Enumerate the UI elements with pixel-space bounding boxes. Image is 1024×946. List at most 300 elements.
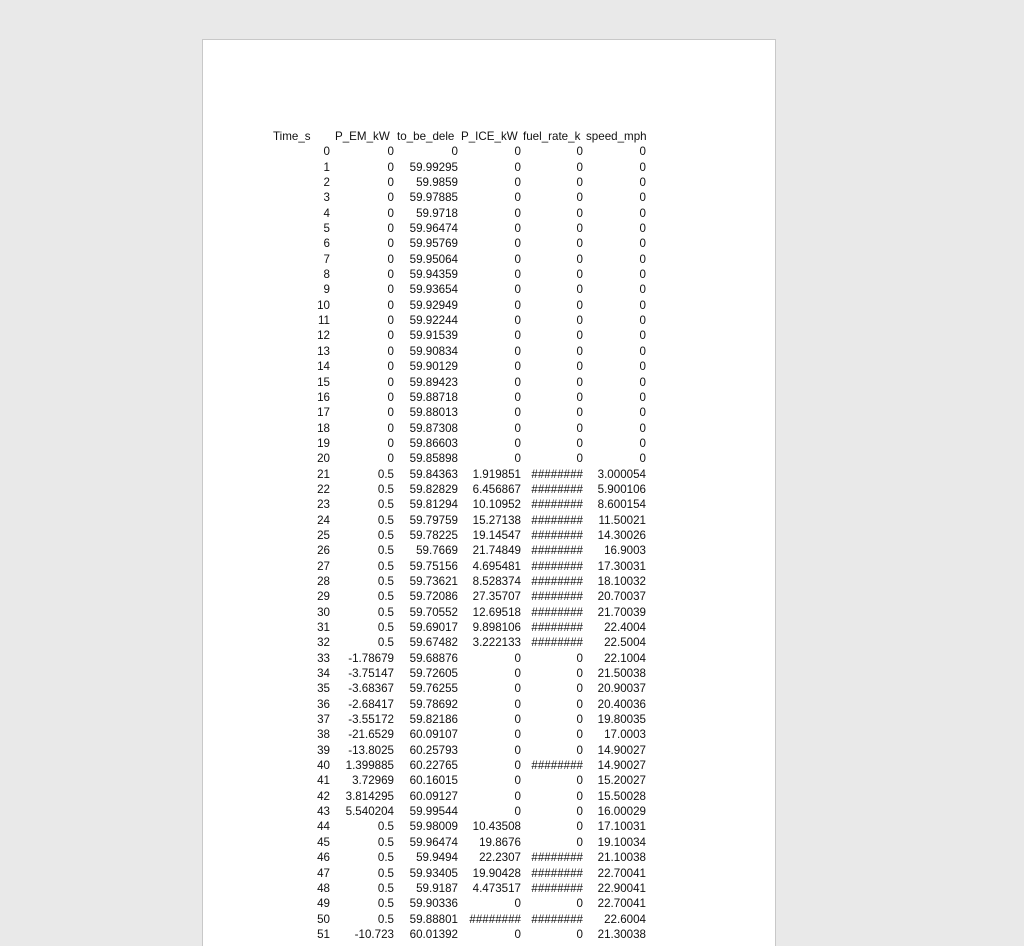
- table-cell: 0: [576, 436, 583, 450]
- table-cell: 0: [639, 329, 646, 343]
- table-cell: 59.70552: [409, 605, 458, 619]
- table-cell: 0: [387, 191, 394, 205]
- table-row: [270, 313, 648, 328]
- table-cell: 0: [576, 805, 583, 819]
- table-cell: 15: [317, 375, 330, 389]
- table-cell: 0: [514, 743, 521, 757]
- table-cell: 0: [576, 651, 583, 665]
- table-cell: 0: [576, 160, 583, 174]
- table-row: [270, 328, 648, 343]
- table-cell: 40: [317, 759, 330, 773]
- table-cell: -3.75147: [348, 667, 394, 681]
- table-cell: 48: [317, 881, 330, 895]
- table-cell: ########: [469, 912, 521, 926]
- table-cell: 0: [639, 191, 646, 205]
- table-cell: 3.814295: [345, 789, 394, 803]
- table-cell: 47: [317, 866, 330, 880]
- table-cell: 27.35707: [472, 590, 521, 604]
- table-row: [270, 651, 648, 666]
- table-row: [270, 359, 648, 374]
- table-cell: 21: [317, 467, 330, 481]
- table-row: [270, 635, 648, 650]
- table-cell: 0: [576, 145, 583, 159]
- table-cell: 59.76255: [409, 682, 458, 696]
- table-row: [270, 144, 648, 159]
- table-cell: 44: [317, 820, 330, 834]
- table-cell: 0: [387, 375, 394, 389]
- table-cell: 59.87308: [409, 421, 458, 435]
- table-cell: 17.0003: [604, 728, 646, 742]
- table-cell: 0: [514, 375, 521, 389]
- table-cell: 60.01392: [409, 927, 458, 941]
- table-cell: 0: [451, 145, 458, 159]
- table-cell: 20.40036: [597, 697, 646, 711]
- table-cell: 39: [317, 743, 330, 757]
- table-cell: ########: [531, 513, 583, 527]
- table-cell: 0: [514, 897, 521, 911]
- table-cell: 19.14547: [472, 528, 521, 542]
- table-cell: 59.81294: [409, 498, 458, 512]
- table-cell: 0: [576, 329, 583, 343]
- column-header-time-s: Time_s: [273, 130, 311, 143]
- table-cell: 22.90041: [597, 881, 646, 895]
- table-cell: 0: [387, 222, 394, 236]
- table-cell: 0: [576, 421, 583, 435]
- table-row: [270, 513, 648, 528]
- table-cell: 18.10032: [597, 574, 646, 588]
- table-cell: 6.456867: [472, 482, 521, 496]
- table-row: [270, 743, 648, 758]
- table-cell: 0: [514, 651, 521, 665]
- table-cell: 22.4004: [604, 621, 646, 634]
- table-cell: 31: [317, 621, 330, 634]
- table-cell: 59.86603: [409, 436, 458, 450]
- table-cell: 0: [387, 344, 394, 358]
- table-cell: 0.5: [377, 621, 394, 634]
- table-cell: 34: [317, 667, 330, 681]
- table-cell: 3.222133: [472, 636, 521, 650]
- table-cell: -2.68417: [348, 697, 394, 711]
- table-row: [270, 773, 648, 788]
- table-cell: 0: [639, 283, 646, 297]
- table-cell: 0: [514, 774, 521, 788]
- table-cell: 10.10952: [472, 498, 521, 512]
- table-body: [270, 144, 648, 942]
- table-cell: 9: [323, 283, 330, 297]
- table-cell: 0: [576, 667, 583, 681]
- table-cell: 59.67482: [409, 636, 458, 650]
- table-row: [270, 190, 648, 205]
- column-header-fuel-rate: fuel_rate_k: [523, 130, 581, 143]
- table-cell: 0: [514, 713, 521, 727]
- table-cell: 24: [317, 513, 330, 527]
- table-cell: 15.27138: [472, 513, 521, 527]
- table-cell: 9.898106: [472, 621, 521, 634]
- table-row: [270, 160, 648, 175]
- table-cell: 59.72086: [409, 590, 458, 604]
- table-cell: 0.5: [377, 528, 394, 542]
- table-cell: ########: [531, 498, 583, 512]
- table-cell: 0: [639, 360, 646, 374]
- table-row: [270, 528, 648, 543]
- table-cell: 14.90027: [597, 743, 646, 757]
- table-cell: 0.5: [377, 897, 394, 911]
- table-cell: 59.90336: [409, 897, 458, 911]
- table-row: [270, 912, 648, 927]
- table-cell: 38: [317, 728, 330, 742]
- table-cell: 59.98009: [409, 820, 458, 834]
- table-cell: 0: [514, 759, 521, 773]
- table-cell: 0.5: [377, 544, 394, 558]
- table-cell: 0: [576, 713, 583, 727]
- table-cell: 0: [387, 176, 394, 190]
- table-cell: 14.30026: [597, 528, 646, 542]
- table-cell: 35: [317, 682, 330, 696]
- table-cell: 32: [317, 636, 330, 650]
- table-cell: 0: [576, 360, 583, 374]
- table-cell: 0: [639, 390, 646, 404]
- table-cell: 59.95064: [409, 252, 458, 266]
- table-cell: 17.30031: [597, 559, 646, 573]
- table-row: [270, 467, 648, 482]
- table-cell: 0: [576, 697, 583, 711]
- table-cell: 0: [639, 252, 646, 266]
- table-row: [270, 589, 648, 604]
- table-cell: ########: [531, 559, 583, 573]
- table-cell: 15.20027: [597, 774, 646, 788]
- table-cell: 46: [317, 851, 330, 865]
- table-row: [270, 850, 648, 865]
- table-cell: 8: [323, 268, 330, 282]
- table-cell: 0: [387, 360, 394, 374]
- table-cell: 14: [317, 360, 330, 374]
- table-cell: 3.72969: [352, 774, 394, 788]
- table-cell: 19.80035: [597, 713, 646, 727]
- table-cell: 0: [576, 452, 583, 466]
- table-cell: ########: [531, 528, 583, 542]
- table-cell: 0.5: [377, 835, 394, 849]
- table-cell: 0.5: [377, 605, 394, 619]
- table-cell: 0: [639, 421, 646, 435]
- table-cell: ########: [531, 544, 583, 558]
- table-cell: 18: [317, 421, 330, 435]
- table-cell: 59.90834: [409, 344, 458, 358]
- table-cell: 0.5: [377, 912, 394, 926]
- table-cell: 0: [387, 252, 394, 266]
- table-cell: 0: [639, 375, 646, 389]
- table-cell: 0: [514, 436, 521, 450]
- table-cell: 21.70039: [597, 605, 646, 619]
- table-cell: 59.89423: [409, 375, 458, 389]
- table-cell: 0.5: [377, 636, 394, 650]
- table-cell: 0: [514, 191, 521, 205]
- table-row: [270, 574, 648, 589]
- table-cell: 0: [576, 774, 583, 788]
- table-cell: 59.93405: [409, 866, 458, 880]
- table-cell: 0: [514, 805, 521, 819]
- table-cell: 21.74849: [472, 544, 521, 558]
- table-cell: 0: [514, 927, 521, 941]
- table-cell: 6: [323, 237, 330, 251]
- table-cell: 22.6004: [604, 912, 646, 926]
- table-cell: 0: [576, 927, 583, 941]
- table-cell: 0: [514, 697, 521, 711]
- table-cell: ########: [531, 574, 583, 588]
- table-cell: 15.50028: [597, 789, 646, 803]
- table-cell: 10: [317, 298, 330, 312]
- table-row: [270, 267, 648, 282]
- table-cell: 0: [514, 252, 521, 266]
- table-row: [270, 344, 648, 359]
- table-cell: 11.50021: [598, 513, 646, 527]
- table-row: [270, 175, 648, 190]
- table-cell: 19.90428: [472, 866, 521, 880]
- column-header-to-be-dele: to_be_dele: [397, 130, 455, 143]
- table-cell: 59.99295: [409, 160, 458, 174]
- table-cell: 5.540204: [345, 805, 394, 819]
- table-cell: -3.68367: [348, 682, 394, 696]
- table-cell: 0: [514, 452, 521, 466]
- table-cell: -13.8025: [348, 743, 394, 757]
- table-cell: 0: [514, 268, 521, 282]
- table-cell: 0: [387, 145, 394, 159]
- table-cell: 0: [387, 160, 394, 174]
- table-header: [270, 129, 648, 144]
- table-cell: 59.85898: [409, 452, 458, 466]
- table-cell: 0: [514, 329, 521, 343]
- table-cell: 0: [576, 283, 583, 297]
- table-row: [270, 758, 648, 773]
- table-row: [270, 298, 648, 313]
- table-cell: ########: [531, 482, 583, 496]
- table-cell: 0: [514, 406, 521, 420]
- table-cell: 8.600154: [597, 498, 646, 512]
- table-cell: 26: [317, 544, 330, 558]
- table-cell: 59.9718: [416, 206, 458, 220]
- table-cell: 0.5: [377, 498, 394, 512]
- table-row: [270, 236, 648, 251]
- table-cell: 59.78225: [409, 528, 458, 542]
- table-cell: 1: [323, 160, 330, 174]
- table-row: [270, 666, 648, 681]
- table-cell: -1.78679: [348, 651, 394, 665]
- table-cell: ########: [531, 759, 583, 773]
- table-cell: 59.91539: [409, 329, 458, 343]
- table-cell: 0: [576, 298, 583, 312]
- table-cell: 5: [323, 222, 330, 236]
- column-header-p-ice-kw: P_ICE_kW: [461, 130, 518, 143]
- table-row: [270, 605, 648, 620]
- table-cell: 60.22765: [409, 759, 458, 773]
- table-row: [270, 712, 648, 727]
- table-cell: 20.70037: [597, 590, 646, 604]
- table-row: [270, 697, 648, 712]
- table-cell: 59.94359: [409, 268, 458, 282]
- table-cell: 60.16015: [409, 774, 458, 788]
- table-cell: 11: [317, 314, 330, 328]
- table-cell: 0.5: [377, 559, 394, 573]
- table-cell: 0: [639, 298, 646, 312]
- table-row: [270, 405, 648, 420]
- table-cell: 59.79759: [409, 513, 458, 527]
- table-cell: 0: [576, 375, 583, 389]
- table-cell: 0: [576, 835, 583, 849]
- table-cell: 59.9494: [416, 851, 458, 865]
- table-cell: ########: [531, 467, 583, 481]
- table-cell: 0: [639, 206, 646, 220]
- table-cell: 22: [317, 482, 330, 496]
- table-cell: 0.5: [377, 851, 394, 865]
- table-row: [270, 390, 648, 405]
- table-cell: 0: [514, 728, 521, 742]
- table-cell: 59.75156: [409, 559, 458, 573]
- table-cell: ########: [531, 912, 583, 926]
- table-cell: 0: [576, 743, 583, 757]
- table-cell: 0.5: [377, 590, 394, 604]
- table-row: [270, 559, 648, 574]
- table-cell: 20.90037: [597, 682, 646, 696]
- table-cell: 30: [317, 605, 330, 619]
- table-cell: 4.473517: [472, 881, 521, 895]
- table-cell: 20: [317, 452, 330, 466]
- table-cell: 22.70041: [597, 866, 646, 880]
- table-cell: 21.10038: [597, 851, 646, 865]
- table-row: [270, 252, 648, 267]
- table-row: [270, 497, 648, 512]
- table-cell: 0: [387, 390, 394, 404]
- table-row: [270, 789, 648, 804]
- table-cell: 3.000054: [597, 467, 646, 481]
- table-cell: 60.09127: [409, 789, 458, 803]
- table-cell: 0: [323, 145, 330, 159]
- table-cell: 59.96474: [409, 835, 458, 849]
- table-cell: 45: [317, 835, 330, 849]
- table-cell: 21.50038: [597, 667, 646, 681]
- table-row: [270, 927, 648, 942]
- table-cell: 0: [576, 191, 583, 205]
- table-cell: 22.2307: [479, 851, 521, 865]
- table-cell: -21.6529: [348, 728, 394, 742]
- table-cell: 0: [387, 436, 394, 450]
- column-header-speed-mph: speed_mph: [586, 130, 647, 143]
- table-row: [270, 543, 648, 558]
- table-cell: 17.10031: [597, 820, 646, 834]
- table-cell: 0: [639, 406, 646, 420]
- table-cell: ########: [531, 636, 583, 650]
- table-cell: 36: [317, 697, 330, 711]
- table-cell: 16: [317, 390, 330, 404]
- table-cell: 0: [514, 160, 521, 174]
- table-cell: 0: [576, 237, 583, 251]
- table-cell: 0: [514, 421, 521, 435]
- table-cell: 0.5: [377, 482, 394, 496]
- table-cell: 41: [317, 774, 330, 788]
- table-cell: 1.399885: [345, 759, 394, 773]
- table-cell: 12: [317, 329, 330, 343]
- table-cell: 60.09107: [409, 728, 458, 742]
- table-cell: 1.919851: [472, 467, 521, 481]
- table-cell: 8.528374: [472, 574, 521, 588]
- table-cell: 59.82186: [409, 713, 458, 727]
- table-cell: 0.5: [377, 820, 394, 834]
- table-cell: 0: [576, 789, 583, 803]
- table-cell: 7: [323, 252, 330, 266]
- table-cell: 0: [514, 176, 521, 190]
- table-cell: 0: [387, 237, 394, 251]
- table-cell: 16.00029: [597, 805, 646, 819]
- table-cell: 16.9003: [604, 544, 646, 558]
- table-cell: 0: [387, 206, 394, 220]
- table-cell: 50: [317, 912, 330, 926]
- table-cell: 0: [387, 452, 394, 466]
- table-cell: 0: [514, 314, 521, 328]
- table-cell: 0: [514, 298, 521, 312]
- table-cell: 0.5: [377, 881, 394, 895]
- table-cell: 14.90027: [597, 759, 646, 773]
- table-cell: 37: [317, 713, 330, 727]
- table-cell: 19: [317, 436, 330, 450]
- table-cell: 33: [317, 651, 330, 665]
- table-row: [270, 727, 648, 742]
- table-cell: 4: [323, 206, 330, 220]
- table-cell: 0: [639, 344, 646, 358]
- table-cell: 0: [576, 252, 583, 266]
- table-cell: 59.7669: [416, 544, 458, 558]
- table-cell: 0: [387, 283, 394, 297]
- table-cell: 0: [639, 268, 646, 282]
- table-cell: 59.90129: [409, 360, 458, 374]
- table-cell: 0: [514, 789, 521, 803]
- table-cell: 59.68876: [409, 651, 458, 665]
- table-cell: 0: [639, 237, 646, 251]
- table-cell: 59.9187: [416, 881, 458, 895]
- document-page: [202, 39, 776, 946]
- table-cell: 27: [317, 559, 330, 573]
- table-cell: 3: [323, 191, 330, 205]
- table-cell: 51: [317, 927, 330, 941]
- table-cell: 59.84363: [409, 467, 458, 481]
- table-cell: 0: [514, 206, 521, 220]
- table-cell: 0: [639, 145, 646, 159]
- table-cell: 0: [576, 206, 583, 220]
- table-cell: 0: [576, 176, 583, 190]
- table-cell: 22.1004: [604, 651, 646, 665]
- table-cell: 0: [387, 406, 394, 420]
- table-cell: -10.723: [354, 927, 394, 941]
- table-row: [270, 620, 648, 635]
- table-cell: 0: [514, 145, 521, 159]
- column-header-p-em-kw: P_EM_kW: [335, 130, 390, 143]
- table-row: [270, 681, 648, 696]
- table-cell: 59.88801: [409, 912, 458, 926]
- table-cell: 0: [387, 329, 394, 343]
- table-cell: 23: [317, 498, 330, 512]
- table-cell: 59.78692: [409, 697, 458, 711]
- table-cell: 29: [317, 590, 330, 604]
- table-cell: 22.5004: [604, 636, 646, 650]
- data-table: [270, 129, 648, 942]
- table-row: [270, 375, 648, 390]
- table-cell: 22.70041: [597, 897, 646, 911]
- table-row: [270, 896, 648, 911]
- table-cell: 2: [323, 176, 330, 190]
- table-cell: 0: [576, 268, 583, 282]
- table-row: [270, 451, 648, 466]
- table-cell: 19.10034: [597, 835, 646, 849]
- table-cell: 0: [576, 222, 583, 236]
- table-row: [270, 421, 648, 436]
- table-cell: 49: [317, 897, 330, 911]
